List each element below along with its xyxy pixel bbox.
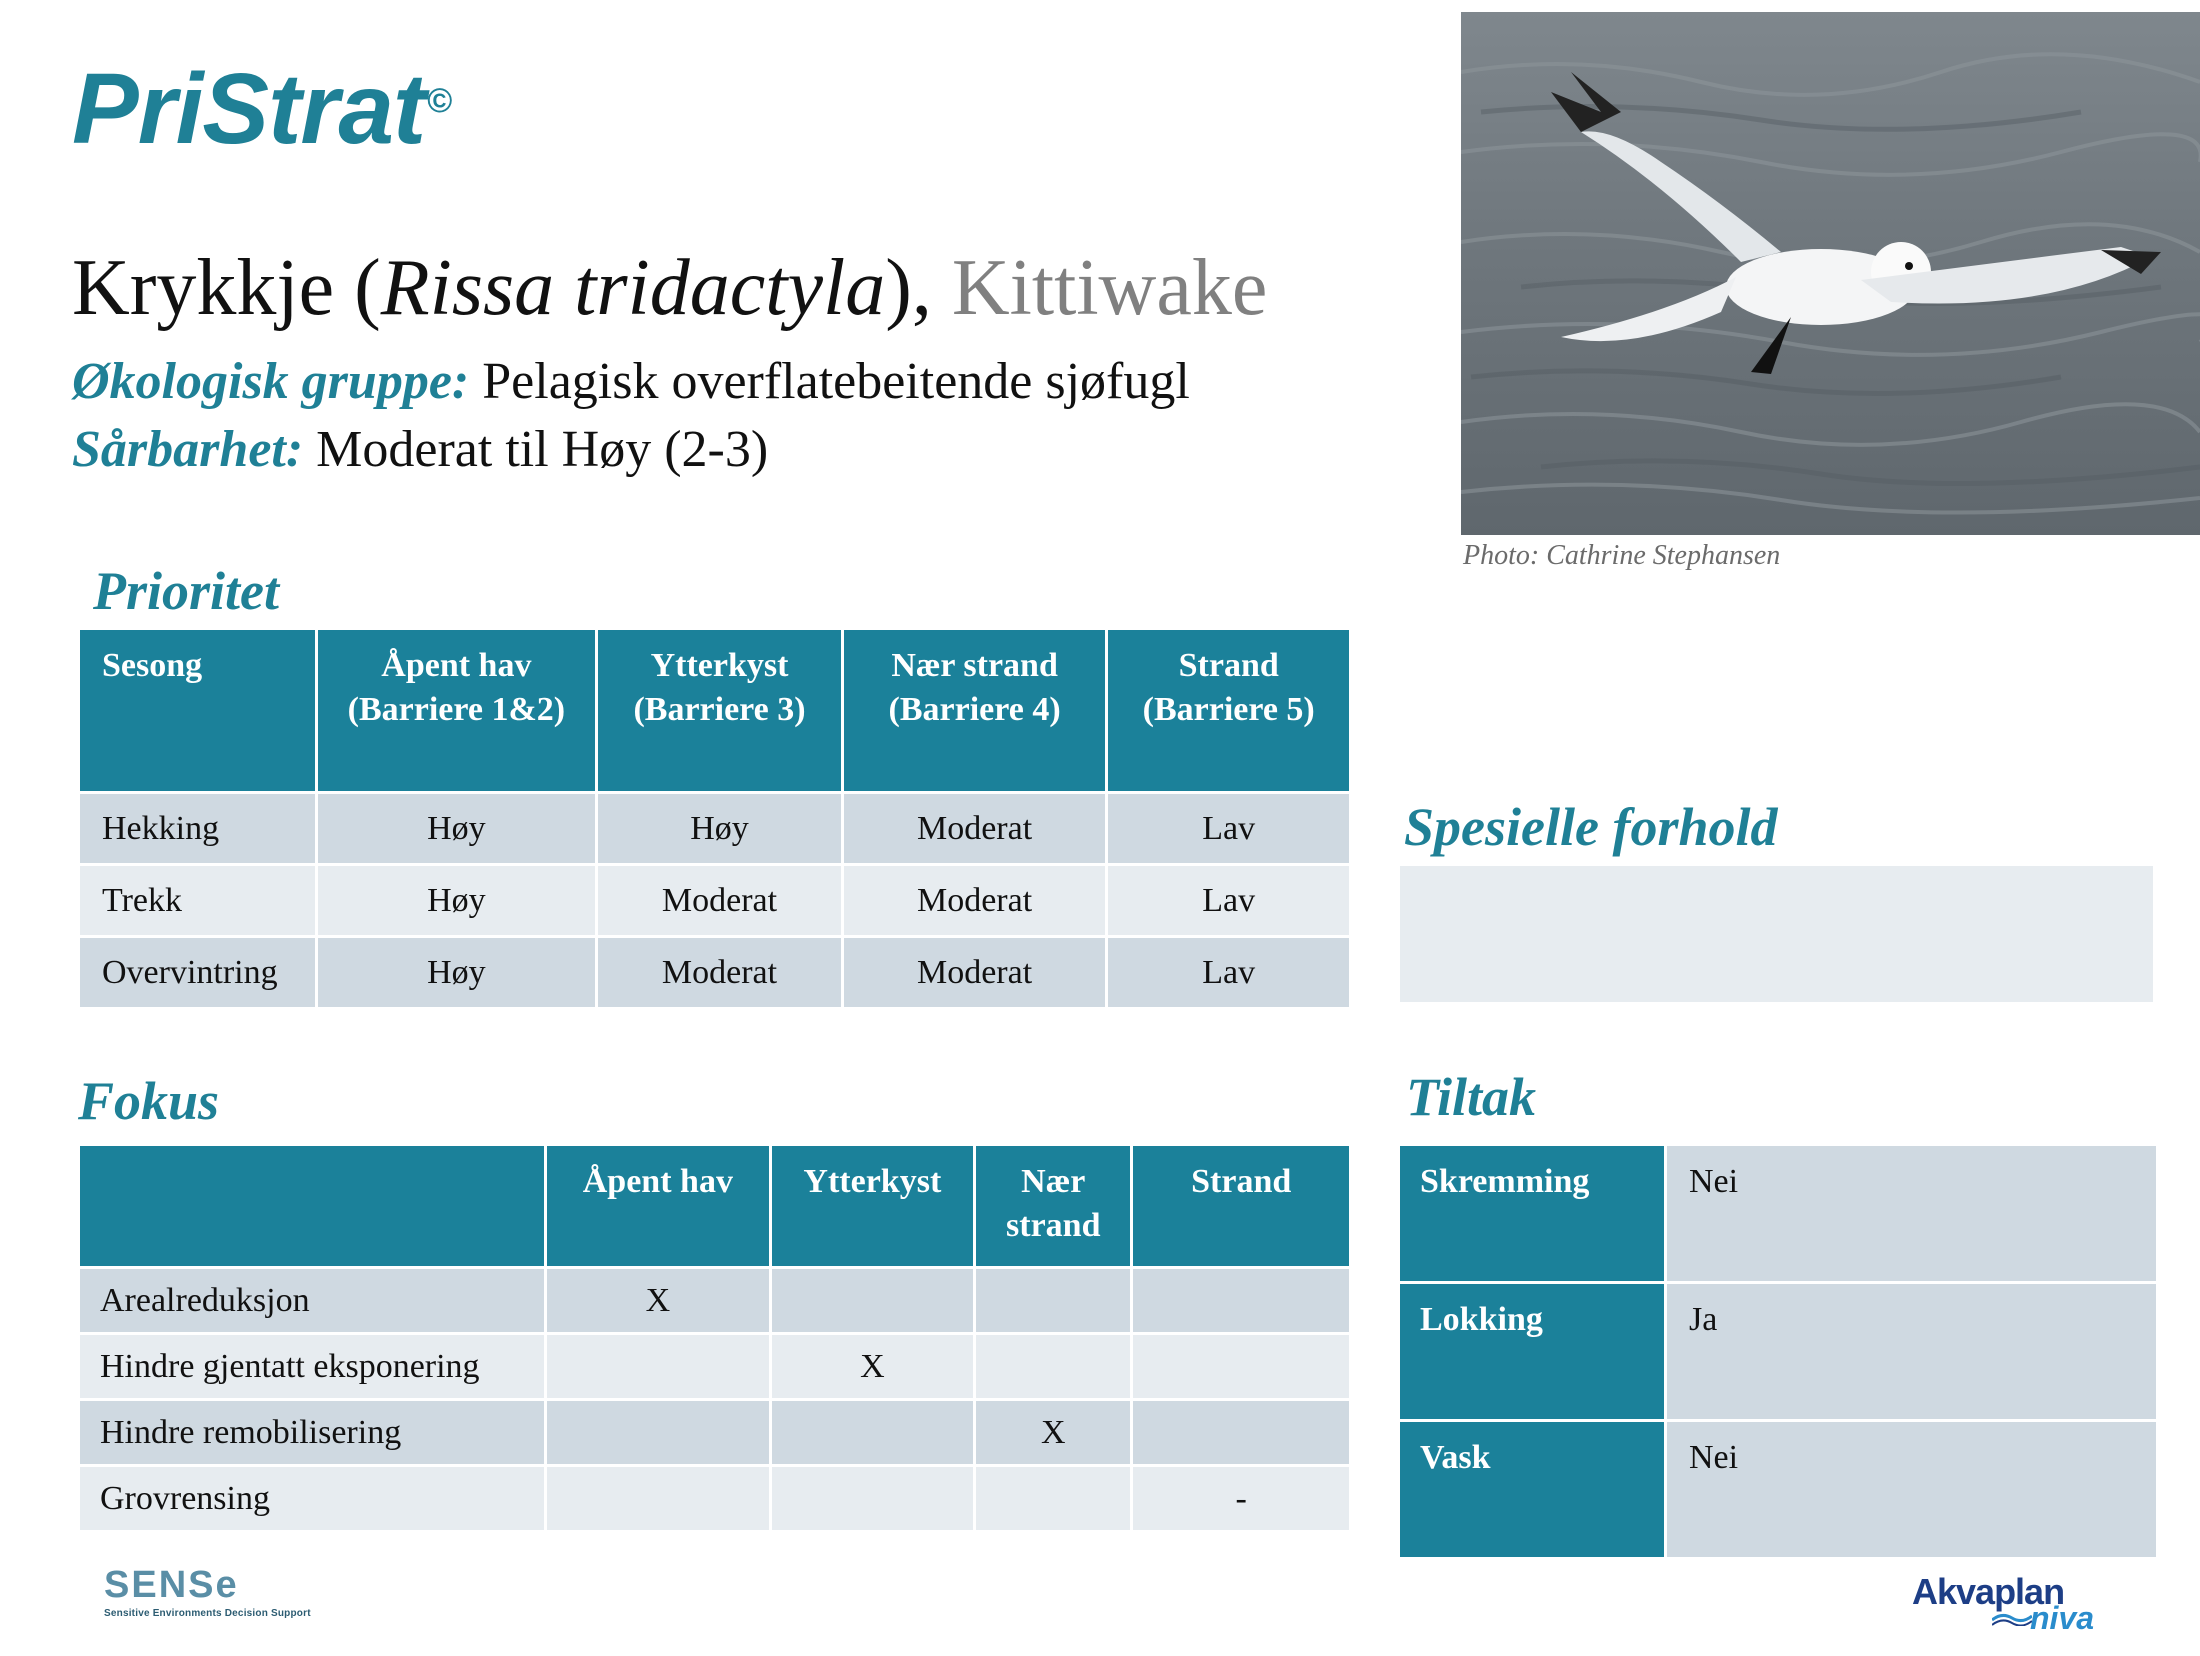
- table-cell: [772, 1467, 973, 1530]
- table-cell: Nei: [1667, 1422, 2156, 1557]
- table-cell: [1133, 1401, 1349, 1464]
- table-cell: Moderat: [661, 954, 778, 991]
- table-cell: [547, 1335, 769, 1398]
- wave-icon: [1992, 1610, 2032, 1626]
- table-header-row: [80, 1146, 1349, 1266]
- table-cell: [976, 1467, 1130, 1530]
- table-header: [80, 1146, 544, 1266]
- table-row: [1400, 1284, 2156, 1419]
- table-row: [80, 1335, 1349, 1398]
- table-cell: Overvintring: [102, 954, 278, 991]
- table-cell: Moderat: [916, 810, 1033, 847]
- copyright-mark: ©: [427, 82, 452, 120]
- section-title-tiltak: Tiltak: [1406, 1067, 1536, 1127]
- table-header: Strand: [1133, 1146, 1349, 1266]
- table-header: Strand (Barriere 5): [1108, 630, 1349, 791]
- section-title-spesielle-forhold: Spesielle forhold: [1404, 797, 1778, 857]
- kittiwake-photo: [1461, 12, 2200, 535]
- table-header-row: [80, 630, 1349, 791]
- table-cell: Lav: [1202, 954, 1256, 991]
- sense-logo: SENSe Sensitive Environments Decision Support: [104, 1564, 311, 1619]
- table-cell: Hekking: [102, 810, 220, 847]
- table-header: Sesong: [80, 630, 315, 791]
- table-cell: Nei: [1667, 1146, 2156, 1281]
- species-english-name: Kittiwake: [951, 244, 1268, 332]
- table-cell: Moderat: [916, 882, 1033, 919]
- table-cell: Hindre remobilisering: [100, 1414, 402, 1451]
- table-header: Åpent hav (Barriere 1&2): [318, 630, 596, 791]
- table-header: Ytterkyst: [772, 1146, 973, 1266]
- section-title-fokus: Fokus: [78, 1071, 220, 1131]
- table-cell: Lokking: [1400, 1284, 1664, 1419]
- table-cell: Moderat: [916, 954, 1033, 991]
- table-cell: [772, 1269, 973, 1332]
- table-cell: Høy: [427, 954, 486, 991]
- table-header: Ytterkyst (Barriere 3): [598, 630, 841, 791]
- table-header: Nær strand: [976, 1146, 1130, 1266]
- table-row: [1400, 1146, 2156, 1281]
- table-cell: Lav: [1202, 882, 1256, 919]
- special-conditions-box: [1400, 866, 2153, 1002]
- table-cell: Trekk: [102, 882, 182, 919]
- table-row: [1400, 1422, 2156, 1557]
- priority-table: [77, 627, 1352, 1010]
- table-row: [80, 1401, 1349, 1464]
- akvaplan-niva-logo: Akvaplan niva: [1912, 1571, 2095, 1636]
- table-cell: Hindre gjentatt eksponering: [100, 1348, 480, 1385]
- table-cell: X: [645, 1282, 671, 1319]
- table-cell: Skremming: [1400, 1146, 1664, 1281]
- section-title-prioritet: Prioritet: [93, 561, 279, 621]
- table-row: [80, 866, 1349, 935]
- species-latin-name: Rissa tridactyla: [380, 244, 886, 332]
- table-cell: [976, 1335, 1130, 1398]
- table-cell: [1133, 1269, 1349, 1332]
- table-row: [80, 794, 1349, 863]
- pristrat-logo: PriStrat©: [72, 53, 452, 165]
- table-cell: -: [1235, 1480, 1247, 1517]
- table-cell: Høy: [427, 882, 486, 919]
- table-row: [80, 1467, 1349, 1530]
- table-cell: Høy: [427, 810, 486, 847]
- vulnerability: Sårbarhet: Moderat til Høy (2-3): [72, 421, 769, 478]
- table-cell: X: [1040, 1414, 1066, 1451]
- table-row: [80, 1269, 1349, 1332]
- table-cell: Arealreduksjon: [100, 1282, 310, 1319]
- focus-table: [77, 1143, 1352, 1533]
- measures-table: [1397, 1143, 2159, 1560]
- table-header: Åpent hav: [547, 1146, 769, 1266]
- table-cell: X: [860, 1348, 885, 1385]
- table-cell: [547, 1467, 769, 1530]
- table-cell: [547, 1401, 769, 1464]
- table-cell: Vask: [1400, 1422, 1664, 1557]
- table-cell: [976, 1269, 1130, 1332]
- table-cell: [772, 1401, 973, 1464]
- photo-credit: Photo: Cathrine Stephansen: [1463, 540, 1781, 571]
- table-cell: Høy: [690, 810, 749, 847]
- table-cell: Grovrensing: [100, 1480, 270, 1517]
- table-cell: [1133, 1335, 1349, 1398]
- table-cell: Moderat: [661, 882, 778, 919]
- table-header: Nær strand (Barriere 4): [844, 630, 1106, 791]
- table-cell: Lav: [1202, 810, 1256, 847]
- table-row: [80, 938, 1349, 1007]
- table-cell: Ja: [1667, 1284, 2156, 1419]
- species-title: Krykkje (Rissa tridactyla), Kittiwake: [72, 244, 1268, 332]
- ecological-group: Økologisk gruppe: Pelagisk overflatebeitende sjøfugl: [72, 353, 1190, 410]
